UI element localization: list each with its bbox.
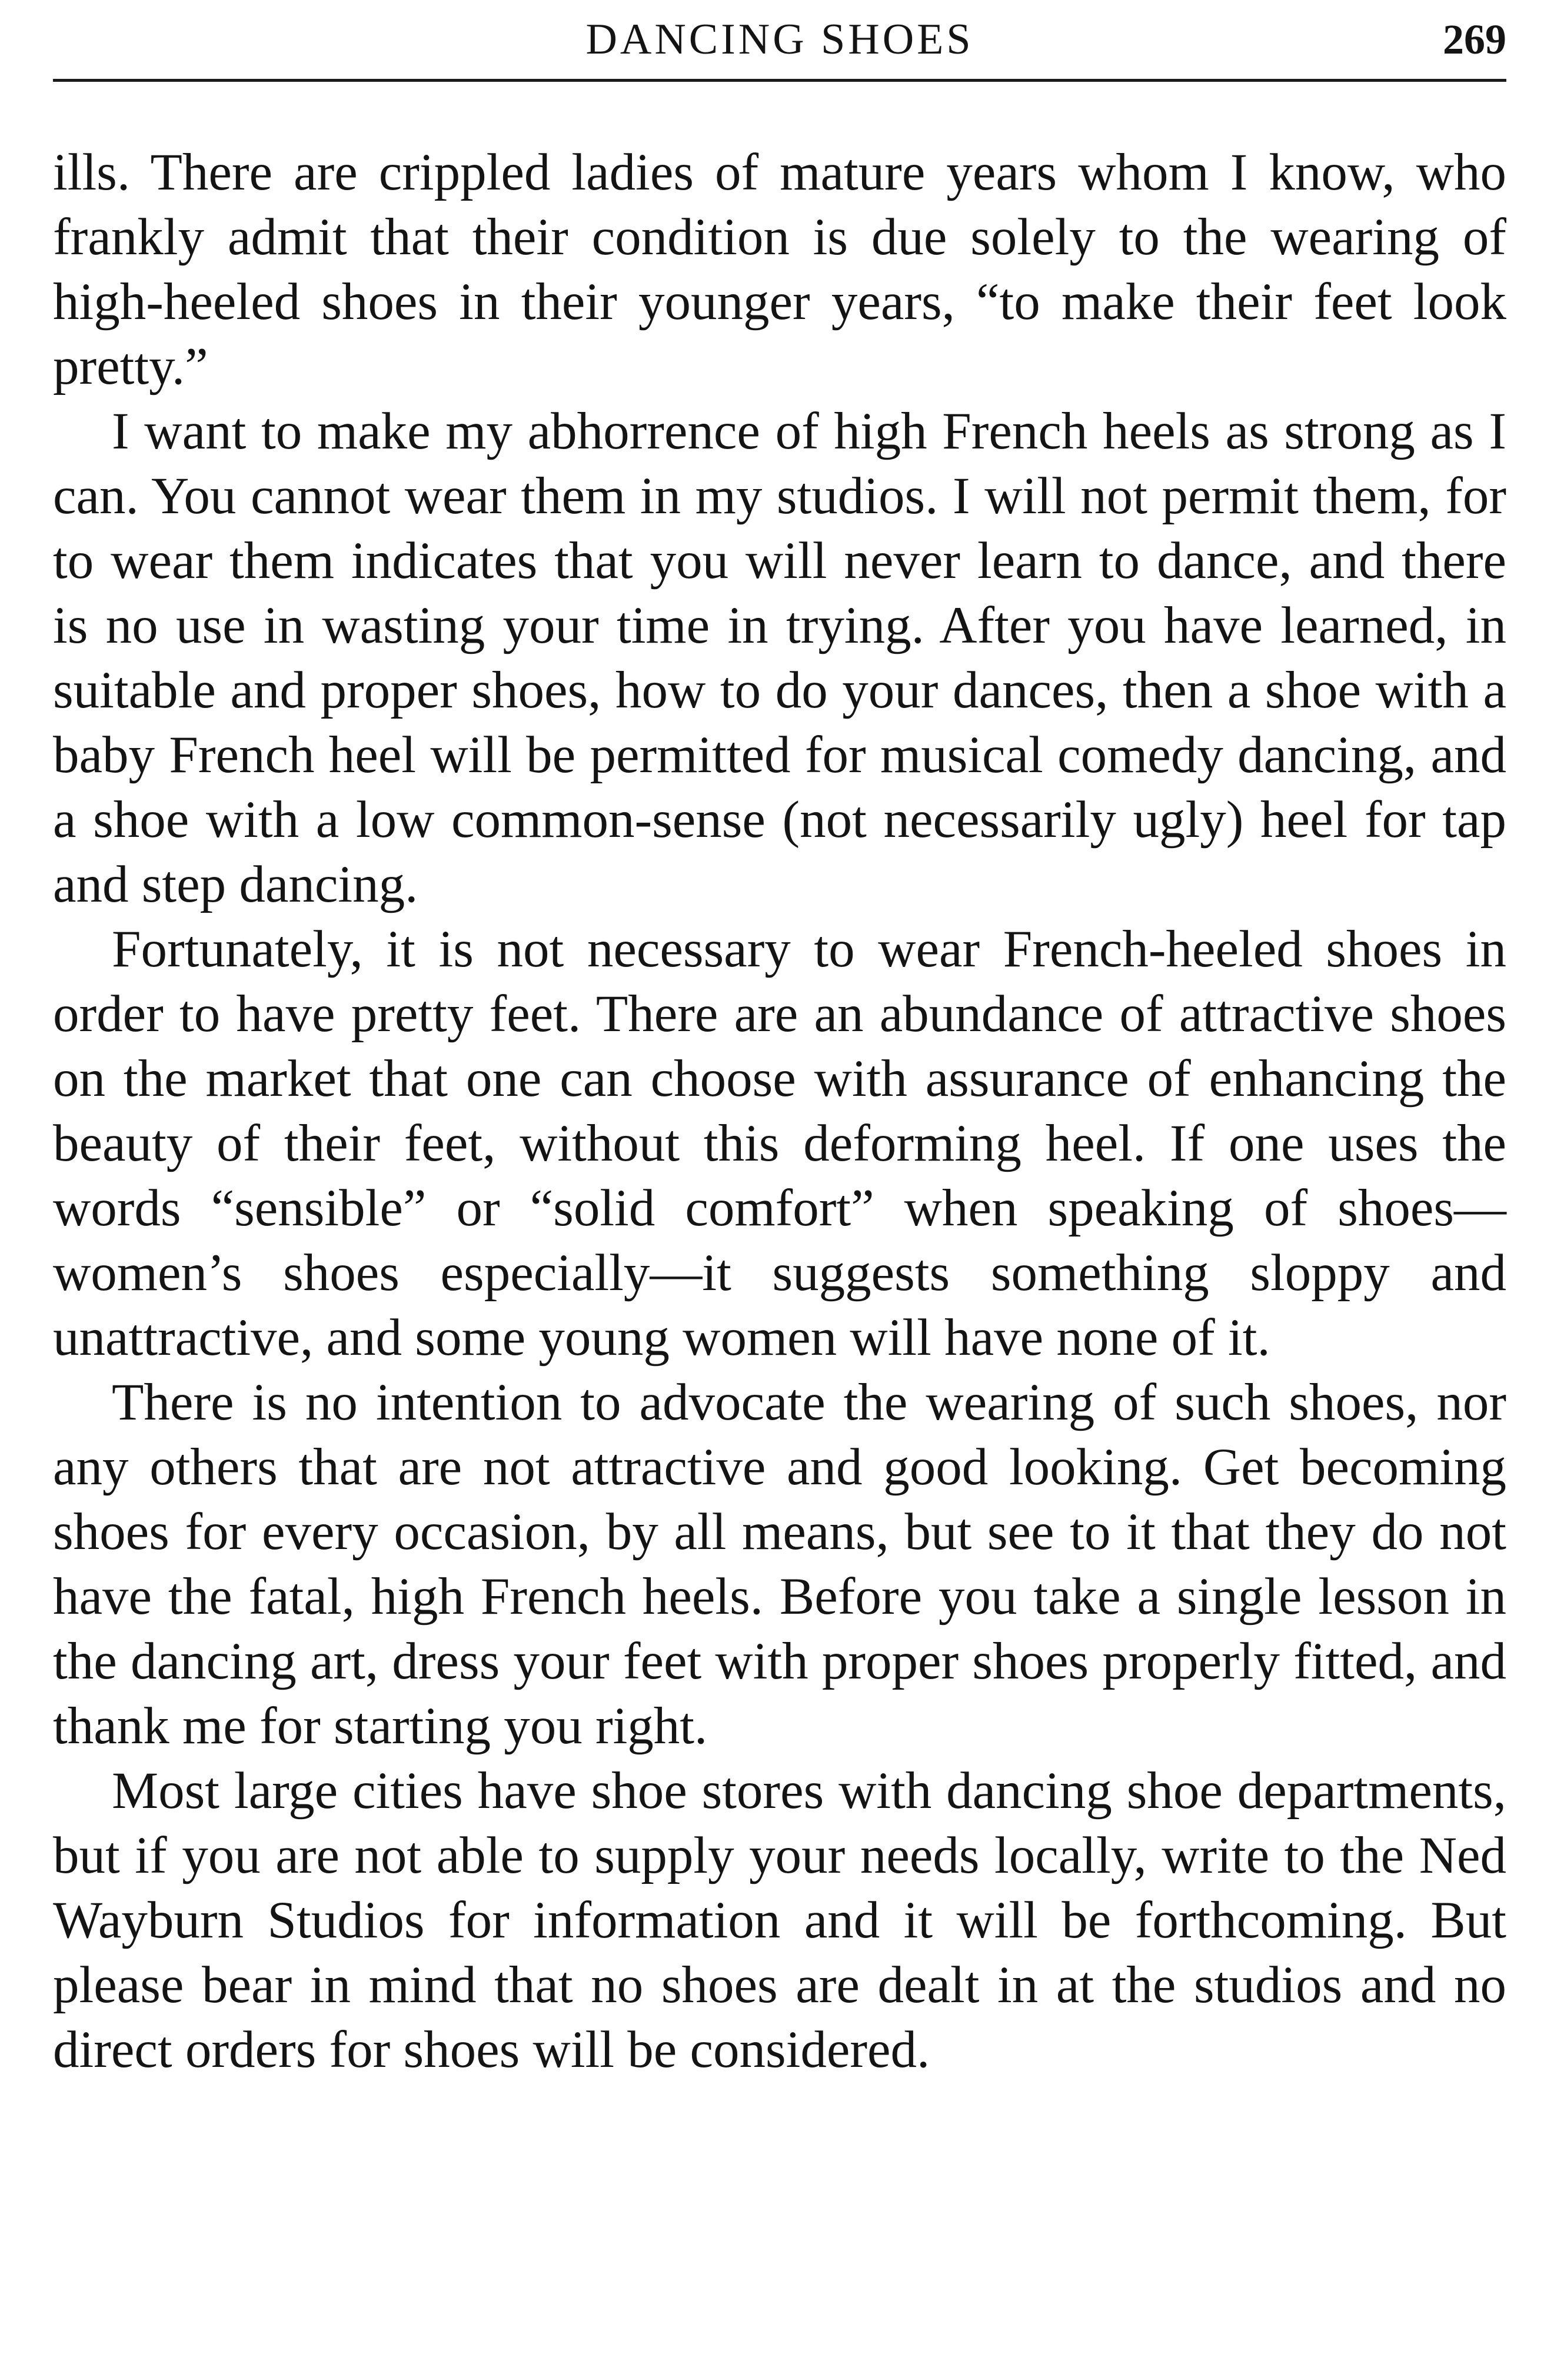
page-number: 269	[1443, 16, 1506, 63]
header-rule	[53, 79, 1506, 82]
paragraph-4: There is no intention to advocate the wearing of such shoes, nor any others that are not attractive and good looking. Get becoming shoes for every occasion, by all means, but see to it that they do not have the fatal, high French heels. Before you take a single lesson in the dancing art, dress your feet with proper shoes properly fitted, and thank me for starting you right.	[53, 1374, 1506, 1755]
page-header	[53, 13, 1506, 66]
paragraph-3: Fortunately, it is not necessary to wear French-heeled shoes in order to have pretty feet. There are an abundance of attractive shoes on the market that one can choose with assurance of enhancing the beauty of their feet, without this deforming heel. If one uses the words “sensible” or “solid comfort” when speaking of shoes—women’s shoes especially—it suggests something sloppy and unattractive, and some young women will have none of it.	[53, 920, 1506, 1367]
paragraph-5: Most large cities have shoe stores with dancing shoe departments, but if you are not able to supply your needs locally, write to the Ned Wayburn Studios for information and it will be forthcoming. But please bear in mind that no shoes are dealt in at the studios and no direct orders for shoes will be considered.	[53, 1762, 1506, 2079]
running-title: DANCING SHOES	[585, 15, 974, 64]
book-page	[53, 0, 1506, 2380]
body-text	[53, 140, 1506, 2082]
paragraph-2: I want to make my abhorrence of high French heels as strong as I can. You cannot wear them in my studios. I will not permit them, for to wear them indicates that you will never learn to dance, and there is no use in wasting your time in trying. After you have learned, in suitable and proper shoes, how to do your dances, then a shoe with a baby French heel will be permitted for musical comedy dancing, and a shoe with a low common-sense (not necessarily ugly) heel for tap and step dancing.	[53, 403, 1506, 913]
paragraph-1: ills. There are crippled ladies of mature years whom I know, who frankly admit that their condition is due solely to the wearing of high-heeled shoes in their younger years, “to make their feet look pretty.”	[53, 144, 1506, 395]
